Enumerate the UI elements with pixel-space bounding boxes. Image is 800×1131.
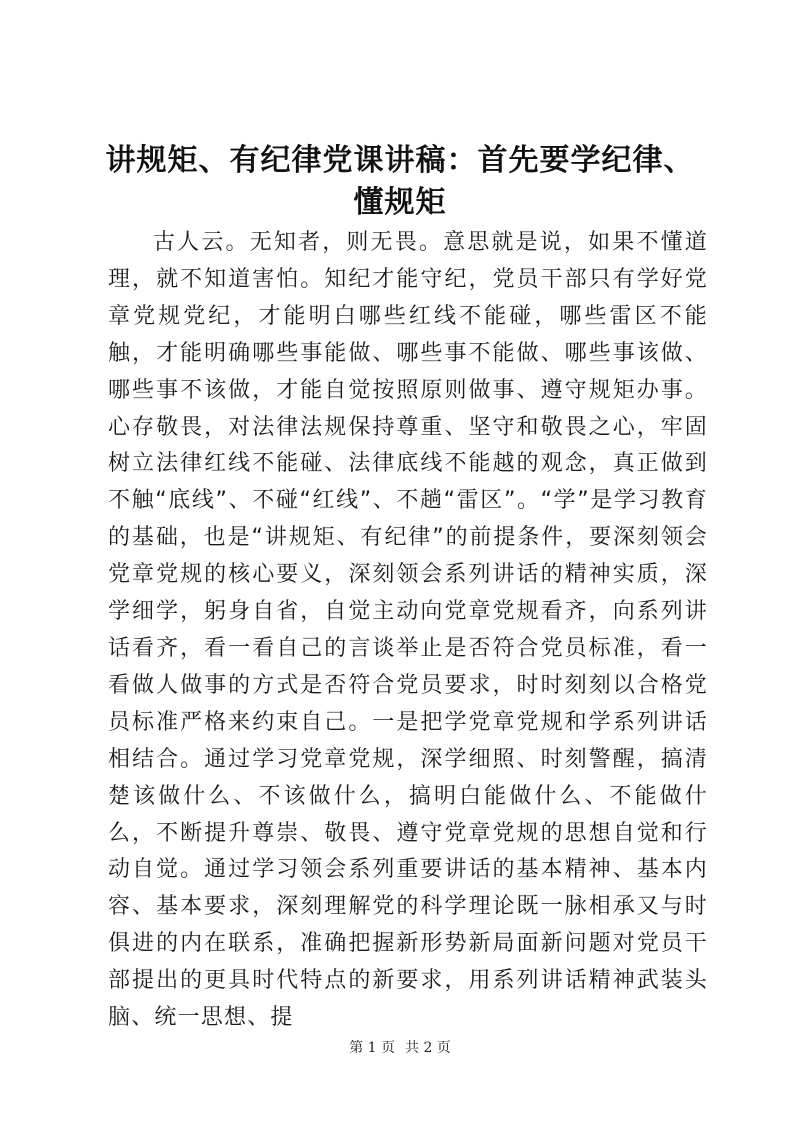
page-footer [0,1038,800,1058]
page-number: 第 1 页 [349,1040,395,1056]
page-total: 共 2 页 [405,1040,451,1056]
document-title: 讲规矩、有纪律党课讲稿：首先要学纪律、懂规矩 [105,143,695,220]
document-body-paragraph: 古人云。无知者，则无畏。意思就是说，如果不懂道理，就不知道害怕。知纪才能守纪，党员干部只有学好党章党规党纪，才能明白哪些红线不能碰，哪些雷区不能触，才能明确哪些事能做、哪些事不能做、哪些事该做、哪些事不该做，才能自觉按照原则做事、遵守规矩办事。心存敬畏，对法律法规保持尊重、坚守和敬畏之心，牢固树立法律红线不能碰、法律底线不能越的观念，真正做到不触“底线”、不碰“红线”、不趟“雷区”。“学”是学习教育的基础，也是“讲规矩、有纪律”的前提条件，要深刻领会党章党规的核心要义，深刻领会系列讲话的精神实质，深学细学，躬身自省，自觉主动向党章党规看齐，向系列讲话看齐，看一看自己的言谈举止是否符合党员标准，看一看做人做事的方式是否符合党员要求，时时刻刻以合格党员标准严格来约束自己。一是把学党章党规和学系列讲话相结合。通过学习党章党规，深学细照、时刻警醒，搞清楚该做什么、不该做什么，搞明白能做什么、不能做什么，不断提升尊崇、敬畏、遵守党章党规的思想自觉和行动自觉。通过学习领会系列重要讲话的基本精神、基本内容、基本要求，深刻理解党的科学理论既一脉相承又与时俱进的内在联系，准确把握新形势新局面新问题对党员干部提出的更具时代特点的新要求，用系列讲话精神武装头脑、统一思想、提 [108,230,708,1031]
